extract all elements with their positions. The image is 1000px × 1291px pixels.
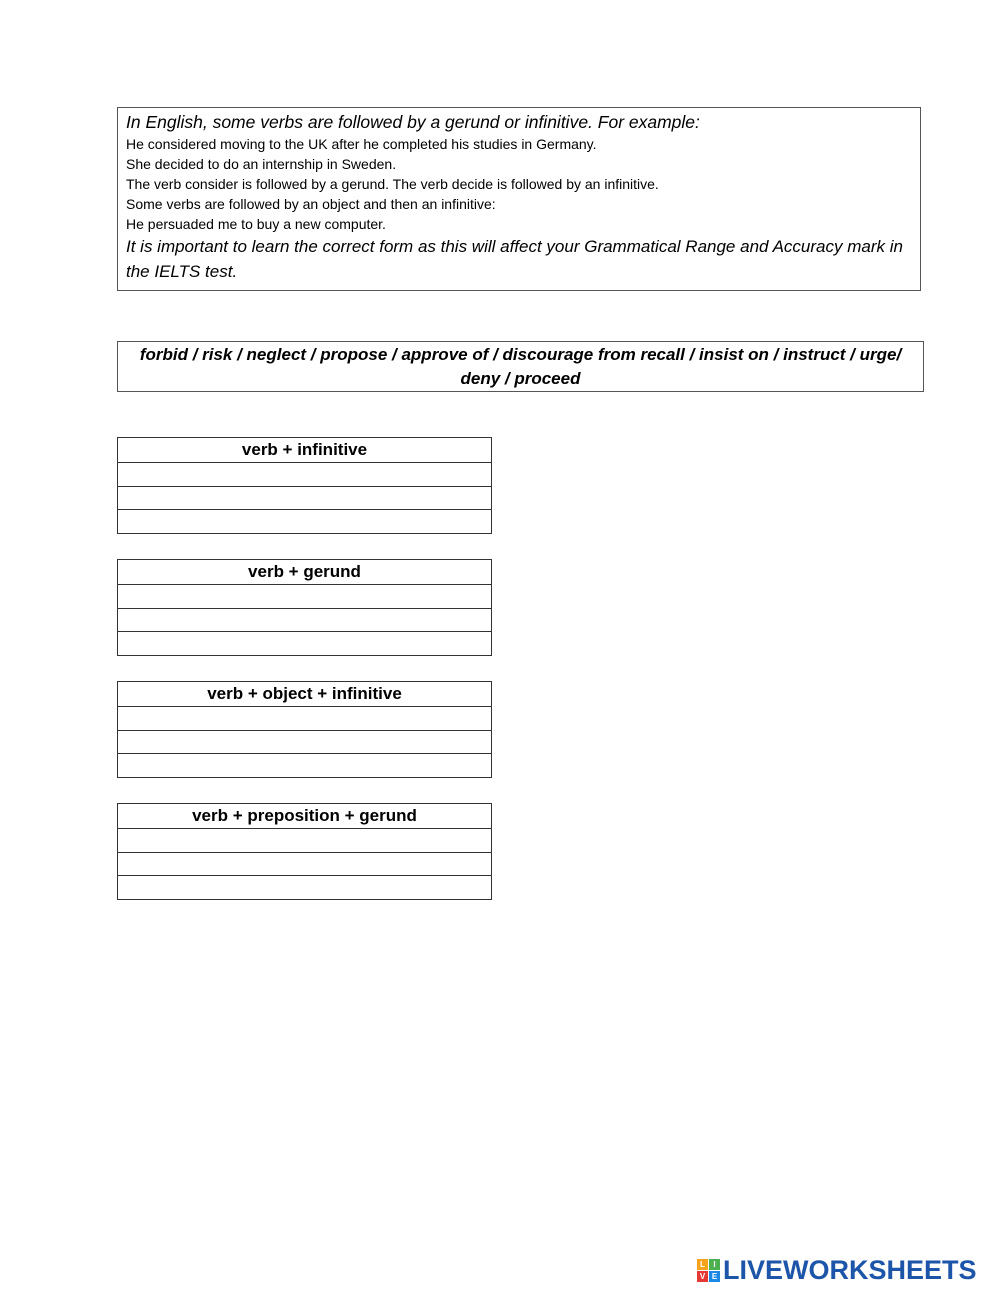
intro-lead: In English, some verbs are followed by a gerund or infinitive. For example:: [126, 112, 700, 132]
intro-example: He persuaded me to buy a new computer.: [126, 216, 386, 232]
intro-box: [117, 107, 921, 291]
word-bank-line: deny / proceed: [460, 369, 581, 388]
word-bank-line: forbid / risk / neglect / propose / approve of / discourage from recall / insist on / instruct / urge/: [139, 345, 902, 364]
table-header: verb + object + infinitive: [118, 682, 492, 707]
logo-letter: I: [709, 1259, 720, 1270]
table-verb-object-infinitive: [117, 681, 492, 778]
intro-example: She decided to do an internship in Sweden.: [126, 156, 397, 172]
answer-cell[interactable]: [118, 632, 492, 656]
answer-cell[interactable]: [118, 876, 492, 900]
table-header: verb + gerund: [118, 560, 492, 585]
answer-cell[interactable]: [118, 486, 492, 510]
logo-text: LIVEWORKSHEETS: [723, 1254, 977, 1285]
logo-letter: V: [697, 1271, 708, 1282]
logo-letter: L: [697, 1259, 708, 1270]
answer-cell[interactable]: [118, 754, 492, 778]
logo-letter: E: [709, 1271, 720, 1282]
table-header: verb + preposition + gerund: [118, 804, 492, 829]
intro-example: Some verbs are followed by an object and then an infinitive:: [126, 196, 496, 212]
answer-cell[interactable]: [118, 829, 492, 853]
answer-cell[interactable]: [118, 730, 492, 754]
table-verb-preposition-gerund: [117, 803, 492, 900]
word-bank: [117, 341, 924, 392]
answer-cell[interactable]: [118, 585, 492, 609]
answer-cell[interactable]: [118, 852, 492, 876]
intro-example: He considered moving to the UK after he completed his studies in Germany.: [126, 136, 597, 152]
intro-tail: It is important to learn the correct form as this will affect your Grammatical Range and Accuracy mark in the IELTS test.: [126, 237, 903, 281]
answer-cell[interactable]: [118, 707, 492, 731]
liveworksheets-logo: [697, 1255, 977, 1285]
logo-icon: [697, 1259, 720, 1282]
answer-cell[interactable]: [118, 510, 492, 534]
answer-cell[interactable]: [118, 463, 492, 487]
table-verb-infinitive: [117, 437, 492, 534]
intro-example: The verb consider is followed by a gerund. The verb decide is followed by an infinitive.: [126, 176, 659, 192]
answer-cell[interactable]: [118, 608, 492, 632]
table-header: verb + infinitive: [118, 438, 492, 463]
table-verb-gerund: [117, 559, 492, 656]
